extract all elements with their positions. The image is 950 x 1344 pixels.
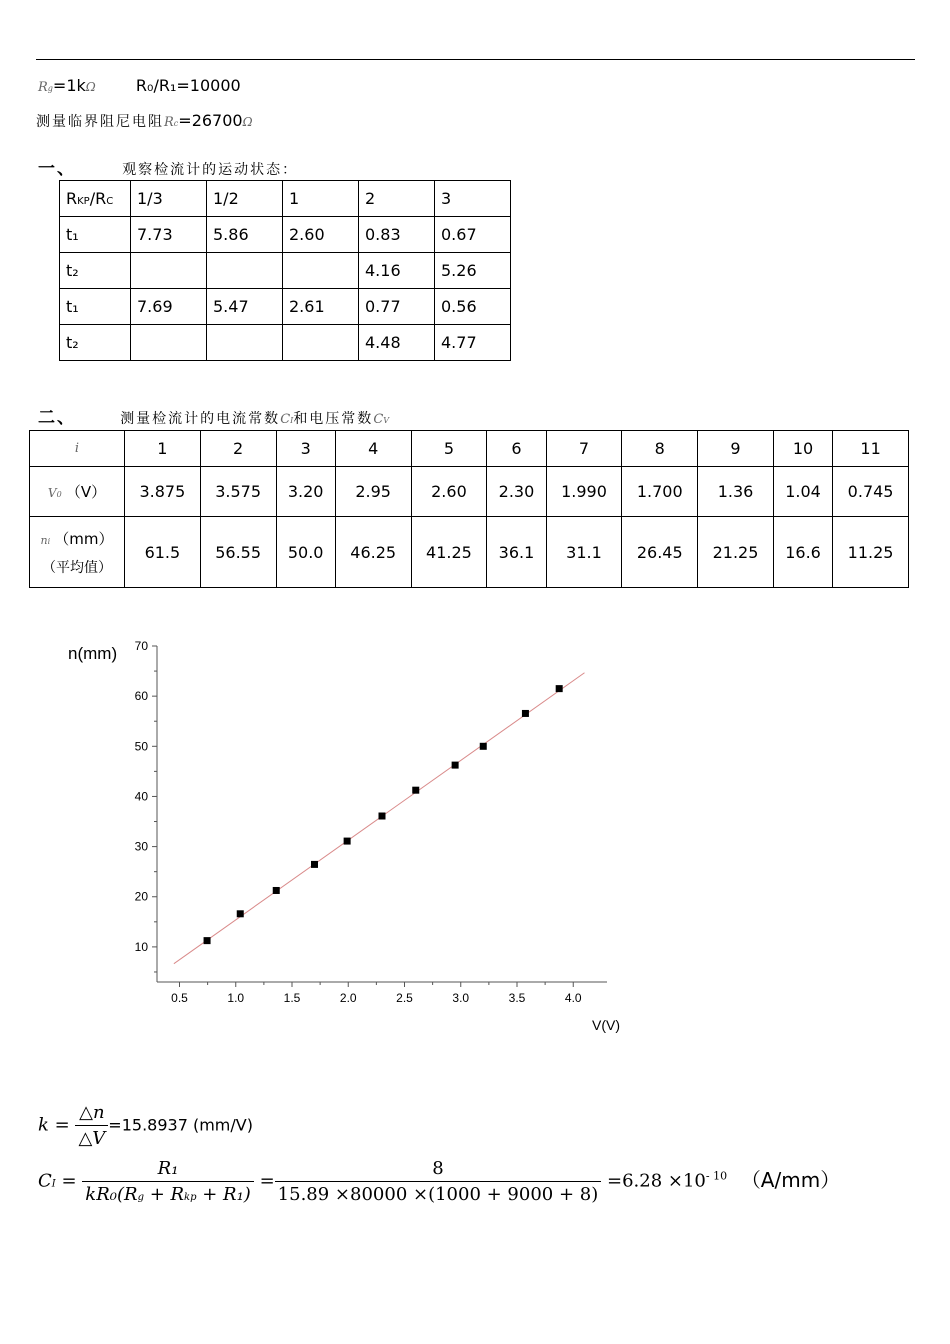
section2-heading — [38, 403, 389, 428]
table-cell: 50.0 — [276, 517, 335, 588]
table-header-cell: 2 — [200, 431, 276, 467]
y-tick-label: 30 — [134, 839, 148, 854]
table-header-cell: 1/3 — [131, 181, 207, 217]
section1-title: 观察检流计的运动状态： — [122, 162, 299, 178]
table-cell: 41.25 — [411, 517, 487, 588]
ci-formula — [38, 1158, 840, 1205]
y-axis-label: n(mm) — [68, 644, 118, 663]
table-row — [60, 217, 511, 253]
data-point — [452, 762, 459, 769]
table-header-cell: RKP/RC — [60, 181, 131, 217]
table-cell: 1.36 — [698, 467, 774, 517]
section1-number: 一、 — [38, 159, 76, 179]
critical-line — [36, 111, 253, 131]
ci-exponent: - 10 — [705, 1169, 728, 1183]
table-header-cell: 4 — [335, 431, 411, 467]
x-tick-label: 1.5 — [283, 991, 301, 1005]
k-result: =15.8937 (mm/V) — [108, 1115, 253, 1135]
data-point — [379, 813, 386, 820]
data-point — [311, 861, 318, 868]
table-row — [60, 253, 511, 289]
ci-fraction-1 — [82, 1158, 254, 1205]
k-numerator: △n — [75, 1102, 108, 1126]
table-cell: 2.30 — [487, 467, 546, 517]
table-cell: 2.60 — [283, 217, 359, 253]
ci-result: =6.28 ×10 — [606, 1170, 706, 1192]
x-axis-label: V(V) — [592, 1017, 620, 1033]
ci-eq-2: = — [259, 1170, 275, 1192]
cv-symbol: C — [373, 412, 384, 427]
data-point — [344, 838, 351, 845]
ci-denominator-1: kR₀(Rg + Rkp + R₁) — [85, 1184, 251, 1205]
data-point — [556, 685, 563, 692]
data-point — [412, 787, 419, 794]
ci-lhs: C — [38, 1170, 52, 1192]
table-row — [60, 289, 511, 325]
ci-denominator-2: 15.89 ×80000 ×(1000 + 9000 + 8) — [277, 1184, 599, 1205]
table-cell: 31.1 — [546, 517, 622, 588]
table-cell: 2.95 — [335, 467, 411, 517]
v-label-sym: V — [47, 486, 57, 500]
table-cell: 0.83 — [359, 217, 435, 253]
x-tick-label: 3.5 — [508, 991, 526, 1005]
table-cell: 1.700 — [622, 467, 698, 517]
x-tick-label: 1.0 — [227, 991, 245, 1005]
table-cell: 5.47 — [207, 289, 283, 325]
table-cell: 2.61 — [283, 289, 359, 325]
rg-unit: Ω — [85, 80, 96, 94]
table-cell: 4.48 — [359, 325, 435, 361]
rg-line — [38, 76, 241, 95]
table-header-cell: 5 — [411, 431, 487, 467]
table-cell: 7.73 — [131, 217, 207, 253]
v-label-sub: 0 — [56, 490, 62, 499]
ci-lhs-sub: I — [51, 1178, 56, 1190]
table-cell: 61.5 — [125, 517, 201, 588]
table-cell: t₁ — [60, 217, 131, 253]
x-tick-label: 2.5 — [396, 991, 413, 1005]
table-cell: 56.55 — [200, 517, 276, 588]
table-header-cell: 1/2 — [207, 181, 283, 217]
ci-fraction-2 — [275, 1158, 602, 1205]
y-tick-label: 20 — [134, 889, 148, 904]
data-point — [273, 887, 280, 894]
n-label-sym: n — [40, 533, 48, 547]
table-header-cell: 8 — [622, 431, 698, 467]
table-header-cell: 2 — [359, 181, 435, 217]
table-cell: 26.45 — [622, 517, 698, 588]
y-tick-label: 10 — [134, 939, 148, 954]
table-cell: 3.575 — [200, 467, 276, 517]
table-header-cell: 6 — [487, 431, 546, 467]
table-header-cell: 9 — [698, 431, 774, 467]
table-header-cell: 3 — [276, 431, 335, 467]
rc-symbol: R — [164, 115, 174, 130]
index-label: i — [30, 431, 125, 467]
table-cell: t₂ — [60, 253, 131, 289]
rg-symbol: R — [38, 80, 48, 95]
k-fraction — [75, 1102, 108, 1149]
y-tick-label: 50 — [134, 739, 148, 754]
table-header-cell: 3 — [435, 181, 511, 217]
rc-unit: Ω — [242, 115, 253, 129]
table-cell: t₁ — [60, 289, 131, 325]
top-rule — [36, 59, 915, 60]
table-cell: 0.77 — [359, 289, 435, 325]
table-header-row — [60, 181, 511, 217]
v-label-unit: （V） — [65, 483, 107, 501]
table-cell — [283, 325, 359, 361]
data-point — [480, 743, 487, 750]
motion-state-table — [59, 180, 511, 361]
table-cell: 4.77 — [435, 325, 511, 361]
table-cell: 3.875 — [125, 467, 201, 517]
x-tick-label: 4.0 — [564, 991, 582, 1005]
ci-numerator-2: 8 — [275, 1158, 602, 1182]
table-cell — [207, 253, 283, 289]
x-tick-label: 3.0 — [452, 991, 470, 1005]
table-cell — [207, 325, 283, 361]
table-header-cell: 1 — [125, 431, 201, 467]
k-denominator: △V — [78, 1128, 106, 1149]
table-cell — [131, 253, 207, 289]
ci-numerator-1: R₁ — [82, 1158, 254, 1182]
table-cell: 0.56 — [435, 289, 511, 325]
section2-title-b: 和电压常数 — [293, 411, 374, 427]
scatter-chart — [60, 630, 660, 1040]
constants-table — [29, 430, 909, 588]
x-tick-label: 2.0 — [339, 991, 357, 1005]
ci-sub: I — [290, 416, 294, 425]
table-cell: 2.60 — [411, 467, 487, 517]
table-cell: 36.1 — [487, 517, 546, 588]
rg-sub: g — [47, 84, 53, 93]
table-cell: 3.20 — [276, 467, 335, 517]
table-cell: 4.16 — [359, 253, 435, 289]
rc-value: =26700 — [178, 111, 243, 130]
table-cell: 46.25 — [335, 517, 411, 588]
ci-symbol: C — [280, 412, 291, 427]
data-point — [522, 710, 529, 717]
table-cell — [131, 325, 207, 361]
section1-heading — [38, 154, 298, 179]
n-label-sub: i — [47, 536, 51, 546]
k-formula — [38, 1102, 253, 1149]
x-tick-label: 0.5 — [171, 991, 188, 1005]
table-cell: t₂ — [60, 325, 131, 361]
table-header-cell: 11 — [833, 431, 909, 467]
section2-number: 二、 — [38, 408, 76, 428]
ci-unit: （A/mm） — [740, 1167, 841, 1192]
table-cell: 5.26 — [435, 253, 511, 289]
n-label-note: （平均值） — [42, 559, 112, 576]
table-cell: 0.67 — [435, 217, 511, 253]
n-label-unit: （mm） — [54, 529, 114, 548]
ratio-text: R₀/R₁=10000 — [135, 76, 241, 95]
cv-sub: V — [383, 416, 390, 425]
critical-label: 测量临界阻尼电阻 — [36, 114, 164, 130]
data-point — [204, 937, 211, 944]
table-cell: 0.745 — [833, 467, 909, 517]
table-header-cell: 1 — [283, 181, 359, 217]
y-tick-label: 40 — [134, 789, 148, 804]
table-cell — [283, 253, 359, 289]
table-cell: 11.25 — [833, 517, 909, 588]
rg-value: =1k — [52, 76, 86, 95]
k-lhs: k = — [38, 1114, 70, 1136]
v-label-cell — [30, 467, 125, 517]
table-row — [30, 517, 909, 588]
data-point — [237, 910, 244, 917]
ci-eq: = — [61, 1170, 77, 1192]
table-header-cell: 10 — [773, 431, 832, 467]
rc-sub: c — [173, 119, 179, 128]
table-header-cell: 7 — [546, 431, 622, 467]
table-cell: 1.990 — [546, 467, 622, 517]
y-tick-label: 70 — [134, 639, 148, 653]
table-header-row — [30, 431, 909, 467]
table-cell: 7.69 — [131, 289, 207, 325]
table-cell: 16.6 — [773, 517, 832, 588]
table-cell: 1.04 — [773, 467, 832, 517]
table-row — [30, 467, 909, 517]
table-row — [60, 325, 511, 361]
y-tick-label: 60 — [134, 689, 148, 704]
table-cell: 21.25 — [698, 517, 774, 588]
section2-title-a: 测量检流计的电流常数 — [120, 411, 281, 427]
n-label-cell — [30, 517, 125, 588]
table-cell: 5.86 — [207, 217, 283, 253]
